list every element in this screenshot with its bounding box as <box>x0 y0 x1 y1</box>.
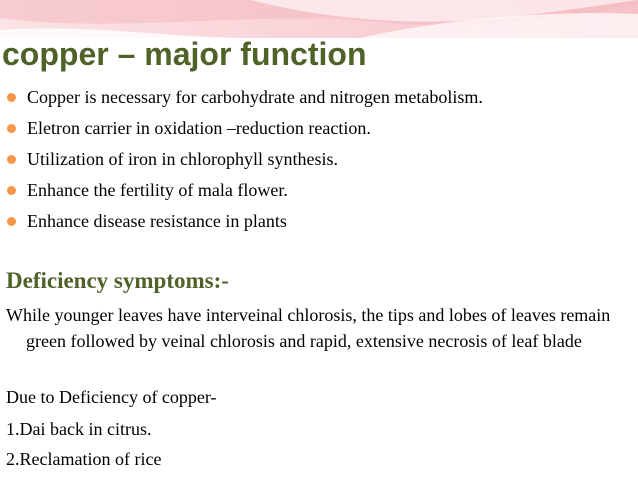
due-to-item: 2.Reclamation of rice <box>6 449 162 469</box>
slide-title: copper – major function <box>2 36 367 72</box>
bullet-item <box>0 175 630 206</box>
bullet-text: Enhance the fertility of mala flower. <box>27 180 288 200</box>
bullet-dot-icon <box>7 155 16 164</box>
bullet-item <box>0 113 630 144</box>
bullet-text: Eletron carrier in oxidation –reduction reaction. <box>27 118 371 138</box>
due-to-heading: Due to Deficiency of copper- <box>6 387 217 407</box>
bullet-text: Copper is necessary for carbohydrate and nitrogen metabolism. <box>27 87 483 107</box>
bullet-dot-icon <box>7 93 16 102</box>
bullet-dot-icon <box>7 217 16 226</box>
bullet-item <box>0 82 630 113</box>
bullet-item <box>0 144 630 175</box>
bullet-text: Enhance disease resistance in plants <box>27 211 287 231</box>
bullet-dot-icon <box>7 186 16 195</box>
bullet-text: Utilization of iron in chlorophyll synthesis. <box>27 149 338 169</box>
function-bullet-list <box>0 82 630 237</box>
deficiency-description: While younger leaves have interveinal chlorosis, the tips and lobes of leaves remain green followed by veinal chlorosis and rapid, extensive necrosis of leaf blade <box>6 305 611 351</box>
bullet-item <box>0 206 630 237</box>
deficiency-heading: Deficiency symptoms:- <box>6 268 229 293</box>
bullet-dot-icon <box>7 124 16 133</box>
due-to-item: 1.Dai back in citrus. <box>6 419 152 439</box>
